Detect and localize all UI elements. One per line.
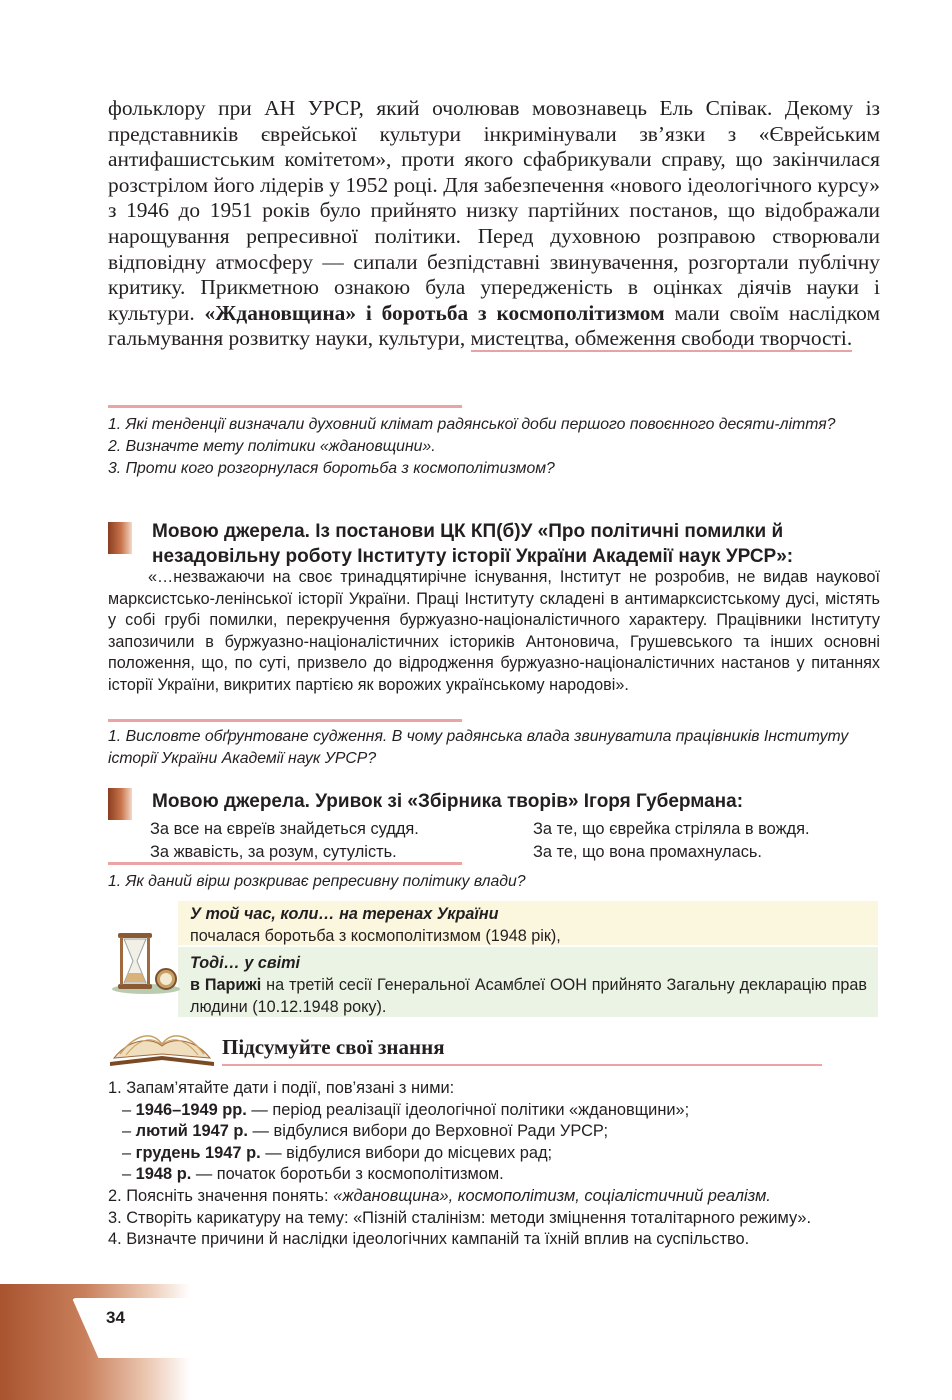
date-text: — відбулися вибори до Верховної Ради УРСР; bbox=[248, 1122, 609, 1141]
question-item: 3. Проти кого розгорнулася боротьба з космополітизмом? bbox=[108, 460, 555, 477]
date-item: – грудень 1947 р. — відбулися вибори до місцевих рад; bbox=[122, 1143, 553, 1162]
main-text-part3: мистецтва, обмеження свободи творчості. bbox=[470, 326, 853, 351]
poem-line: За все на євреїв знайдеться суддя. bbox=[150, 820, 419, 838]
date-text: — період реалізації ідеологічної політики «ждановщини»; bbox=[246, 1100, 690, 1119]
poem-left-column bbox=[150, 818, 419, 863]
summary-heading: Підсумуйте свої знання bbox=[222, 1035, 445, 1059]
summary-item: 1. Запам’ятайте дати і події, пов’язані з ними: bbox=[108, 1079, 455, 1097]
callout-ukraine-heading: У той час, коли… на теренах України bbox=[190, 905, 499, 923]
callout-world-heading: Тоді… у світі bbox=[190, 954, 301, 972]
summary-divider bbox=[222, 1064, 822, 1066]
date-item: – 1948 р. — початок боротьби з космополітизмом. bbox=[122, 1165, 504, 1184]
source-title: Мовою джерела. Уривок зі «Збірника творів» Ігоря Губермана: bbox=[152, 791, 744, 812]
summary-item: 4. Визначте причини й наслідки ідеологічних кампаній та їхній вплив на суспільство. bbox=[108, 1230, 750, 1249]
poem-line: За те, що вона промахнулась. bbox=[533, 842, 762, 861]
date-text: — початок боротьби з космополітизмом. bbox=[191, 1165, 504, 1184]
summary-item-prefix: 2. Поясніть значення понять: bbox=[108, 1186, 334, 1205]
page-number: 34 bbox=[106, 1308, 125, 1327]
callout-world-event: на третій сесії Генеральної Асамблеї ООН прийнято Загальну декларацію прав людини (10.12.1948 року). bbox=[190, 976, 867, 1016]
open-book-icon bbox=[106, 1018, 218, 1068]
date-bold: 1948 р. bbox=[135, 1165, 192, 1184]
divider bbox=[108, 405, 462, 408]
main-text-part1: фольклору при АН УРСР, який очолював мовознавець Ель Співак. Декому із представників єврейської культури інкримінували зв’язки з «Єврейським антифашистським комітетом», проти якого сфабрикували справу, що закінчилася розстрілом його лідерів у 1952 році. Для забезпечення «нового ідеологічного курсу» з 1946 до 1951 років було прийнято низку партійних постанов, що відображали нарощування репресивної політики. Перед духовною розправою створювали відповідну атмосферу — сипали безпідставні звинувачення, розгортали публічну критику. Прикметною ознакою була упередженість в оцінках діячів науки і культури. bbox=[108, 96, 880, 325]
questions-block bbox=[108, 414, 880, 480]
source-question bbox=[108, 726, 880, 770]
date-item: – лютий 1947 р. — відбулися вибори до Верховної Ради УРСР; bbox=[122, 1122, 609, 1141]
source-marker-icon bbox=[108, 522, 132, 554]
hourglass-icon bbox=[110, 931, 182, 995]
callout-world-place: в Парижі bbox=[190, 976, 262, 994]
poem-right-column bbox=[533, 818, 810, 863]
date-text: — відбулися вибори до місцевих рад; bbox=[260, 1143, 553, 1162]
summary-terms: «ждановщина», космополітизм, соціалістичний реалізм. bbox=[333, 1186, 771, 1205]
source-title: Мовою джерела. Із постанови ЦК КП(б)У «Про політичні помилки й незадовільну роботу Інституту історії України Академії наук УРСР»: bbox=[152, 521, 794, 567]
date-bold: грудень 1947 р. bbox=[135, 1143, 261, 1162]
question-item: 1. Як даний вірш розкриває репресивну політику влади? bbox=[108, 873, 526, 890]
summary-item: 3. Створіть карикатуру на тему: «Пізній сталінізм: методи зміцнення тоталітарного режиму». bbox=[108, 1208, 812, 1227]
source-quote: «…незважаючи на своє тринадцятирічне існування, Інститут не розробив, не видав наукової марксистсько-ленінської історії України. Праці Інституту складені в антимарксистському дусі, містять у собі грубі помилки, перекручення буржуазно-націоналістичного характеру. Працівники Інституту запозичили в буржуазно-націоналістичних істориків Антоновича, Грушевського та інших основні положення, що, по суті, призвело до відродження буржуазно-націоналістичних настанов у питаннях історії України, викритих партією як ворожих українському народові». bbox=[108, 568, 880, 694]
main-paragraph bbox=[108, 96, 880, 352]
callout-world-text bbox=[190, 974, 867, 1018]
divider bbox=[108, 719, 462, 722]
date-bold: 1946–1949 рр. bbox=[135, 1100, 247, 1119]
divider bbox=[108, 862, 462, 865]
summary-list bbox=[108, 1078, 880, 1251]
source-question bbox=[108, 871, 880, 893]
main-text-part2: мали своїм наслідком гальмування розвитку науки, культури, bbox=[108, 300, 880, 351]
source-marker-icon bbox=[108, 788, 132, 820]
question-item: 1. Висловте обґрунтоване судження. В чому радянська влада звинуватила працівників Інституту історії України Академії наук УРСР? bbox=[108, 728, 849, 767]
question-item: 1. Які тенденції визначали духовний клімат радянської доби першого повоєнного десяти-ліття? bbox=[108, 416, 836, 433]
date-bold: лютий 1947 р. bbox=[135, 1122, 248, 1141]
poem-line: За жвавість, за розум, сутулість. bbox=[150, 842, 397, 861]
callout-ukraine-text: почалася боротьба з космополітизмом (1948 рік), bbox=[190, 927, 561, 945]
summary-item bbox=[108, 1186, 880, 1208]
date-item: – 1946–1949 рр. — період реалізації ідеологічної політики «ждановщини»; bbox=[122, 1100, 690, 1119]
question-item: 2. Визначте мету політики «ждановщини». bbox=[108, 438, 436, 455]
poem-line: За те, що єврейка стріляла в вождя. bbox=[533, 820, 810, 838]
main-text-bold: «Ждановщина» і боротьба з космополітизмом bbox=[204, 300, 665, 325]
